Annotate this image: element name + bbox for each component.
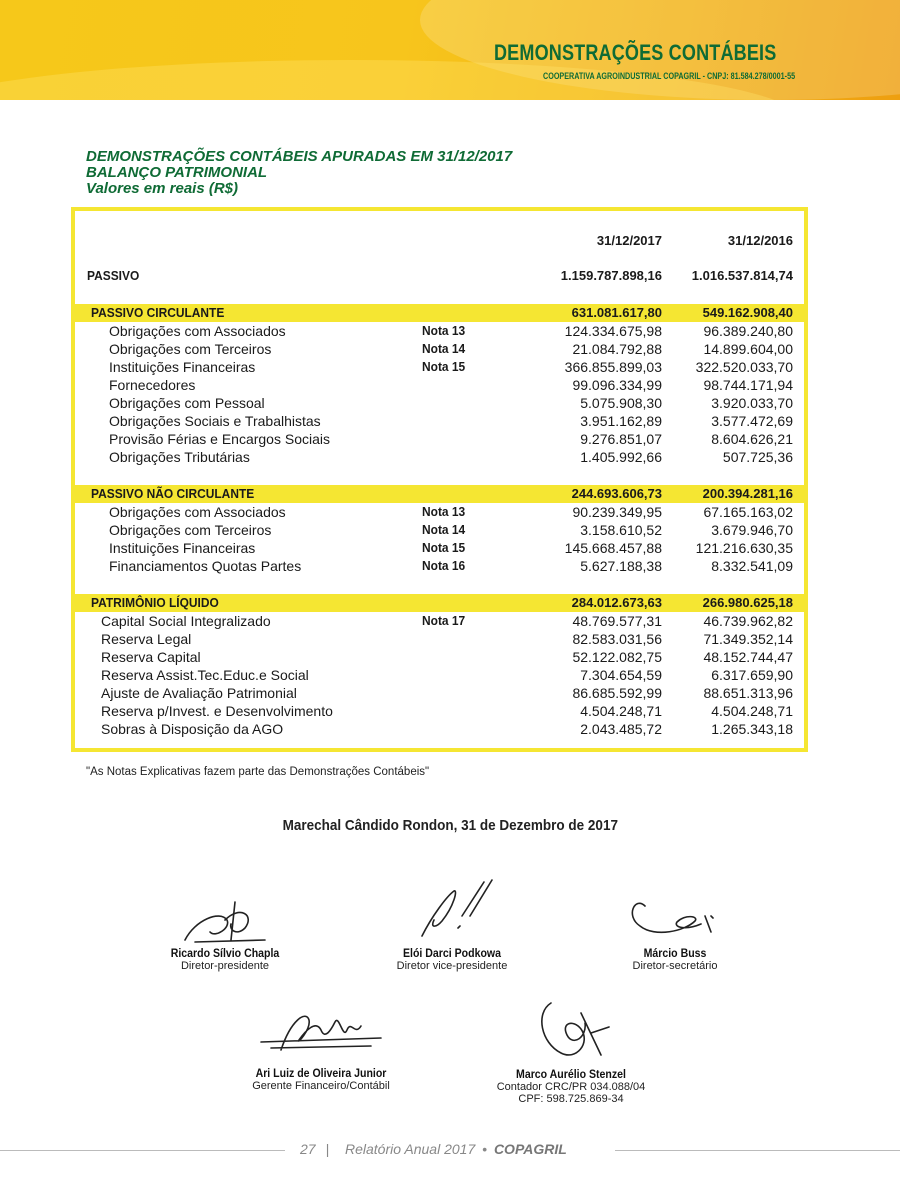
row-label: Instituições Financeiras xyxy=(109,359,256,375)
table-row xyxy=(75,557,804,575)
value-2017: 9.276.851,07 xyxy=(580,431,662,447)
note-ref: Nota 13 xyxy=(422,323,466,338)
signature-block-finance-manager xyxy=(236,1000,406,1092)
row-label: Reserva Assist.Tec.Educ.e Social xyxy=(101,667,309,683)
signature-image xyxy=(521,993,621,1067)
balance-sheet-table xyxy=(71,207,808,752)
table-row xyxy=(75,430,804,448)
header-banner xyxy=(0,0,900,100)
value-2016: 507.725,36 xyxy=(722,449,793,465)
value-2017: 3.158.610,52 xyxy=(580,522,662,538)
signature-block-accountant xyxy=(486,993,656,1105)
table-row xyxy=(75,376,804,394)
signatory-name: Márcio Buss xyxy=(643,946,707,960)
row-label: Instituições Financeiras xyxy=(109,540,256,556)
document-heading xyxy=(86,149,512,197)
column-header-row xyxy=(75,232,804,250)
value-2017: 3.951.162,89 xyxy=(580,413,662,429)
table-row xyxy=(75,448,804,466)
signatory-role: Gerente Financeiro/Contábil xyxy=(252,1080,390,1092)
table-row xyxy=(75,394,804,412)
row-label: Obrigações com Pessoal xyxy=(109,395,265,411)
value-2017: 366.855.899,03 xyxy=(564,359,662,375)
value-2017: 86.685.592,99 xyxy=(572,685,662,701)
row-label: Ajuste de Avaliação Patrimonial xyxy=(101,685,297,701)
row-label: Obrigações com Associados xyxy=(109,323,286,339)
table-row xyxy=(75,612,804,630)
signature-block-president xyxy=(145,890,305,972)
row-label: Obrigações com Terceiros xyxy=(109,341,272,357)
value-2016: 67.165.163,02 xyxy=(703,504,793,520)
row-label: Fornecedores xyxy=(109,377,196,393)
table-row xyxy=(75,358,804,376)
row-label: Reserva Legal xyxy=(101,631,192,647)
value-2016: 6.317.659,90 xyxy=(711,667,793,683)
section-row-patrimonio-liquido xyxy=(75,594,804,612)
table-row xyxy=(75,521,804,539)
value-2016: 4.504.248,71 xyxy=(711,703,793,719)
note-ref: Nota 13 xyxy=(422,504,466,519)
table-row xyxy=(75,503,804,521)
table-row xyxy=(75,412,804,430)
footer-bullet: • xyxy=(482,1141,488,1157)
table-row xyxy=(75,539,804,557)
section-label: PATRIMÔNIO LÍQUIDO xyxy=(91,595,219,610)
explanatory-note: "As Notas Explicativas fazem parte das Demonstrações Contábeis" xyxy=(86,766,430,778)
value-2016: 96.389.240,80 xyxy=(703,323,793,339)
table-row xyxy=(75,340,804,358)
row-label: PASSIVO xyxy=(87,268,140,283)
value-2016: 1.016.537.814,74 xyxy=(691,268,793,283)
table-row xyxy=(75,684,804,702)
passivo-total-row xyxy=(75,267,804,285)
place-date-text: Marechal Cândido Rondon, 31 de Dezembro de 2017 xyxy=(282,817,618,834)
signature-block-vice-president xyxy=(372,876,532,972)
signatory-name: Ricardo Sílvio Chapla xyxy=(170,946,280,960)
table-row xyxy=(75,648,804,666)
heading-line-1: DEMONSTRAÇÕES CONTÁBEIS APURADAS EM 31/12/2017 xyxy=(86,148,513,165)
value-2017: 5.075.908,30 xyxy=(580,395,662,411)
value-2017: 2.043.485,72 xyxy=(580,721,662,737)
heading-line-2: BALANÇO PATRIMONIAL xyxy=(86,164,268,181)
value-2016: 3.920.033,70 xyxy=(711,395,793,411)
value-2017: 1.159.787.898,16 xyxy=(560,268,662,283)
value-2016: 8.332.541,09 xyxy=(711,558,793,574)
heading-line-3: Valores em reais (R$) xyxy=(86,180,239,197)
footer-separator: | xyxy=(325,1141,330,1157)
note-ref: Nota 14 xyxy=(422,341,466,356)
row-label: Obrigações Sociais e Trabalhistas xyxy=(109,413,321,429)
row-label: Obrigações Tributárias xyxy=(109,449,250,465)
note-ref: Nota 15 xyxy=(422,540,466,555)
value-2016: 3.679.946,70 xyxy=(711,522,793,538)
signature-image xyxy=(615,886,735,946)
note-ref: Nota 15 xyxy=(422,359,466,374)
value-2017: 52.122.082,75 xyxy=(572,649,662,665)
signature-image xyxy=(392,876,512,946)
row-label: Obrigações com Terceiros xyxy=(109,522,272,538)
value-2017: 21.084.792,88 xyxy=(572,341,662,357)
column-header-2017: 31/12/2017 xyxy=(596,233,662,248)
value-2017: 284.012.673,63 xyxy=(571,595,662,610)
value-2017: 145.668.457,88 xyxy=(564,540,662,556)
header-title: DEMONSTRAÇÕES CONTÁBEIS xyxy=(493,40,776,65)
value-2016: 71.349.352,14 xyxy=(703,631,793,647)
row-label: Reserva p/Invest. e Desenvolvimento xyxy=(101,703,333,719)
signatory-role: Contador CRC/PR 034.088/04 xyxy=(496,1081,646,1093)
signature-image xyxy=(165,890,285,946)
value-2016: 200.394.281,16 xyxy=(702,486,793,501)
signatory-role: Diretor vice-presidente xyxy=(396,960,508,972)
value-2017: 5.627.188,38 xyxy=(580,558,662,574)
value-2017: 90.239.349,95 xyxy=(572,504,662,520)
report-title: Relatório Anual 2017 xyxy=(345,1141,476,1157)
value-2016: 14.899.604,00 xyxy=(703,341,793,357)
note-ref: Nota 14 xyxy=(422,522,466,537)
table-row xyxy=(75,322,804,340)
row-label: Capital Social Integralizado xyxy=(101,613,271,629)
section-label: PASSIVO CIRCULANTE xyxy=(91,305,225,320)
value-2017: 4.504.248,71 xyxy=(580,703,662,719)
value-2016: 549.162.908,40 xyxy=(702,305,793,320)
table-row xyxy=(75,702,804,720)
value-2016: 98.744.171,94 xyxy=(703,377,793,393)
signatory-name: Ari Luiz de Oliveira Junior xyxy=(255,1066,387,1080)
footer-brand: COPAGRIL xyxy=(493,1141,567,1157)
value-2016: 1.265.343,18 xyxy=(711,721,793,737)
value-2017: 82.583.031,56 xyxy=(572,631,662,647)
note-ref: Nota 17 xyxy=(422,613,466,628)
table-row xyxy=(75,666,804,684)
signature-block-secretary xyxy=(595,886,755,972)
row-label: Provisão Férias e Encargos Sociais xyxy=(109,431,330,447)
signatory-name: Elói Darci Podkowa xyxy=(402,946,502,960)
column-header-2016: 31/12/2016 xyxy=(727,233,793,248)
footer-divider-left xyxy=(0,1150,285,1151)
signature-image xyxy=(251,1000,391,1066)
place-date xyxy=(0,817,900,834)
value-2016: 266.980.625,18 xyxy=(702,595,793,610)
section-row-passivo-nao-circulante xyxy=(75,485,804,503)
value-2016: 48.152.744,47 xyxy=(703,649,793,665)
signatory-name: Marco Aurélio Stenzel xyxy=(516,1067,626,1081)
signatory-cpf: CPF: 598.725.869-34 xyxy=(518,1093,624,1105)
value-2017: 631.081.617,80 xyxy=(571,305,662,320)
signatory-role: Diretor-secretário xyxy=(632,960,718,972)
value-2016: 88.651.313,96 xyxy=(703,685,793,701)
table-row xyxy=(75,630,804,648)
value-2016: 46.739.962,82 xyxy=(703,613,793,629)
section-label: PASSIVO NÃO CIRCULANTE xyxy=(91,486,255,501)
page-footer xyxy=(300,1141,620,1157)
value-2016: 3.577.472,69 xyxy=(711,413,793,429)
row-label: Sobras à Disposição da AGO xyxy=(101,721,284,737)
row-label: Financiamentos Quotas Partes xyxy=(109,558,302,574)
signatory-role: Diretor-presidente xyxy=(180,960,270,972)
value-2017: 244.693.606,73 xyxy=(571,486,662,501)
table-row xyxy=(75,720,804,738)
value-2017: 99.096.334,99 xyxy=(572,377,662,393)
note-ref: Nota 16 xyxy=(422,558,466,573)
value-2017: 7.304.654,59 xyxy=(580,667,662,683)
value-2016: 322.520.033,70 xyxy=(695,359,793,375)
value-2016: 8.604.626,21 xyxy=(711,431,793,447)
value-2017: 124.334.675,98 xyxy=(564,323,662,339)
value-2017: 1.405.992,66 xyxy=(580,449,662,465)
page-number: 27 xyxy=(300,1141,316,1157)
row-label: Reserva Capital xyxy=(101,649,201,665)
value-2016: 121.216.630,35 xyxy=(695,540,793,556)
header-subtitle: COOPERATIVA AGROINDUSTRIAL COPAGRIL - CNPJ: 81.584.278/0001-55 xyxy=(542,71,795,81)
section-row-passivo-circulante xyxy=(75,304,804,322)
footer-divider-right xyxy=(615,1150,900,1151)
value-2017: 48.769.577,31 xyxy=(572,613,662,629)
row-label: Obrigações com Associados xyxy=(109,504,286,520)
